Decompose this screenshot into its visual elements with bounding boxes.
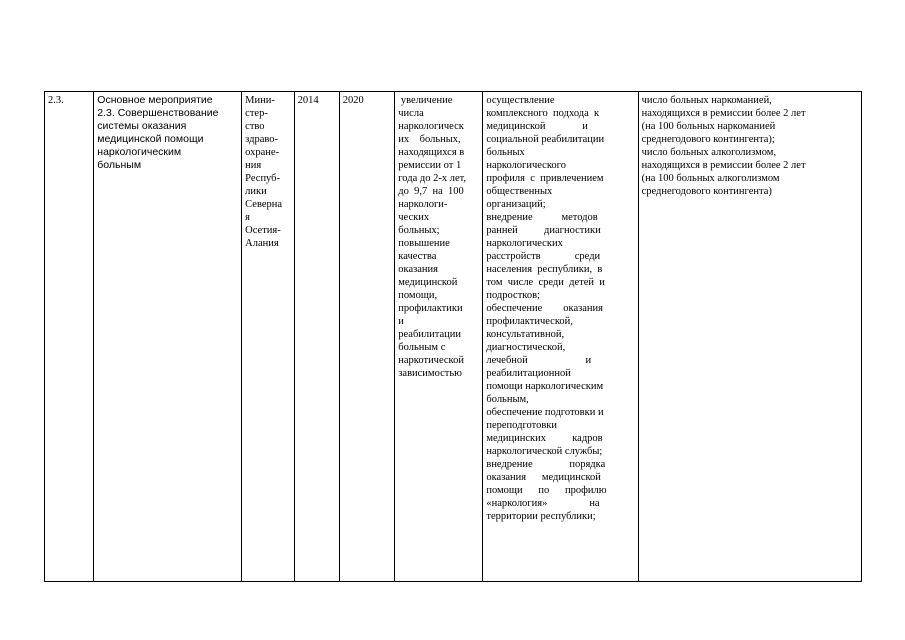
text-line: и <box>398 316 404 327</box>
text-line: охране- <box>245 147 280 158</box>
text-line: системы оказания <box>97 120 187 132</box>
cell-expected-result <box>395 92 483 582</box>
text-line: оказания <box>398 264 438 275</box>
text-line: помощи наркологическим <box>486 381 604 392</box>
text-line: наркологическ <box>398 121 464 132</box>
text-line: увеличение <box>398 95 453 106</box>
text-line: ремиссии от 1 <box>398 160 462 171</box>
text-line: организаций; <box>486 199 546 210</box>
text-line: ния <box>245 160 262 171</box>
text-line: (на 100 больных алкоголизмом <box>641 173 780 184</box>
text-line: Алания <box>245 238 279 249</box>
text-line: лики <box>245 186 267 197</box>
text-line: внедрение методов <box>486 212 598 223</box>
text-line: находящихся в ремиссии более 2 лет <box>641 108 806 119</box>
text-line: наркологической службы; <box>486 446 603 457</box>
text-line: (на 100 больных наркоманией <box>641 121 776 132</box>
text-line: переподготовки <box>486 420 557 431</box>
cell-executor <box>242 92 294 582</box>
text-line: осуществление <box>486 95 555 106</box>
text-line: наркологи- <box>398 199 448 210</box>
text-line: обеспечение подготовки и <box>486 407 604 418</box>
text-line: больных; <box>398 225 440 236</box>
text-line: реабилитации <box>398 329 462 340</box>
text-line: число больных наркоманией, <box>641 95 772 106</box>
text-line: ческих <box>398 212 430 223</box>
text-line: диагностической, <box>486 342 566 353</box>
text-line: подростков; <box>486 290 540 301</box>
text-line: наркологического <box>486 160 566 171</box>
text-line: профилактики <box>398 303 463 314</box>
text-line: медицинской помощи <box>97 133 204 145</box>
text-line: больным с <box>398 342 446 353</box>
text-line: больным <box>97 159 142 171</box>
text-line: 2.3. Совершенствование <box>97 107 219 119</box>
text-line: больным, <box>486 394 529 405</box>
text-line: лечебной и <box>486 355 592 366</box>
text-line: профиля с привлечением <box>486 173 604 184</box>
text-line: «наркология» на <box>486 498 600 509</box>
cell-start-year: 2014 <box>294 92 339 582</box>
text-line: помощи по профилю <box>486 485 607 496</box>
text-line: наркотической <box>398 355 464 366</box>
text-line: комплексного подхода к <box>486 108 600 119</box>
text-line: медицинских кадров <box>486 433 603 444</box>
text-line: качества <box>398 251 437 262</box>
text-line: реабилитационной <box>486 368 571 379</box>
text-line: консультативной, <box>486 329 565 340</box>
cell-event <box>94 92 242 582</box>
text-line: Основное мероприятие <box>97 94 213 106</box>
text-line: медицинской <box>398 277 458 288</box>
text-line: том числе среди детей и <box>486 277 605 288</box>
text-line: ство <box>245 121 265 132</box>
text-line: социальной реабилитации <box>486 134 605 145</box>
program-table <box>44 91 862 582</box>
text-line: помощи, <box>398 290 438 301</box>
text-line: ранней диагностики <box>486 225 601 236</box>
text-line: года до 2-х лет, <box>398 173 467 184</box>
text-line: оказания медицинской <box>486 472 601 483</box>
text-line: стер- <box>245 108 268 119</box>
text-line: их больных, <box>398 134 461 145</box>
text-line: среднегодового контингента); <box>641 134 775 145</box>
text-line: здраво- <box>245 134 278 145</box>
text-line: профилактической, <box>486 316 573 327</box>
text-line: находящихся в ремиссии более 2 лет <box>641 160 806 171</box>
text-line: территории республики; <box>486 511 596 522</box>
text-line: общественных <box>486 186 553 197</box>
text-line: наркологических <box>486 238 563 249</box>
text-line: наркологическим <box>97 146 182 158</box>
cell-indicators <box>638 92 861 582</box>
text-line: расстройств среди <box>486 251 601 262</box>
text-line: внедрение порядка <box>486 459 606 470</box>
text-line: Респуб- <box>245 173 281 184</box>
text-line: я <box>245 212 250 223</box>
text-line: среднегодового контингента) <box>641 186 772 197</box>
text-line: повышение <box>398 238 450 249</box>
text-line: число больных алкоголизмом, <box>641 147 777 158</box>
text-line: Северна <box>245 199 283 210</box>
text-line: Осетия- <box>245 225 281 236</box>
cell-end-year: 2020 <box>339 92 395 582</box>
table-row <box>45 92 862 582</box>
text-line: населения республики, в <box>486 264 603 275</box>
cell-directions <box>483 92 638 582</box>
cell-number: 2.3. <box>45 92 94 582</box>
text-line: находящихся в <box>398 147 465 158</box>
text-line: медицинской и <box>486 121 588 132</box>
text-line: числа <box>398 108 424 119</box>
text-line: зависимостью <box>398 368 462 379</box>
text-line: до 9,7 на 100 <box>398 186 464 197</box>
text-line: Мини- <box>245 95 275 106</box>
text-line: больных <box>486 147 525 158</box>
text-line: обеспечение оказания <box>486 303 603 314</box>
